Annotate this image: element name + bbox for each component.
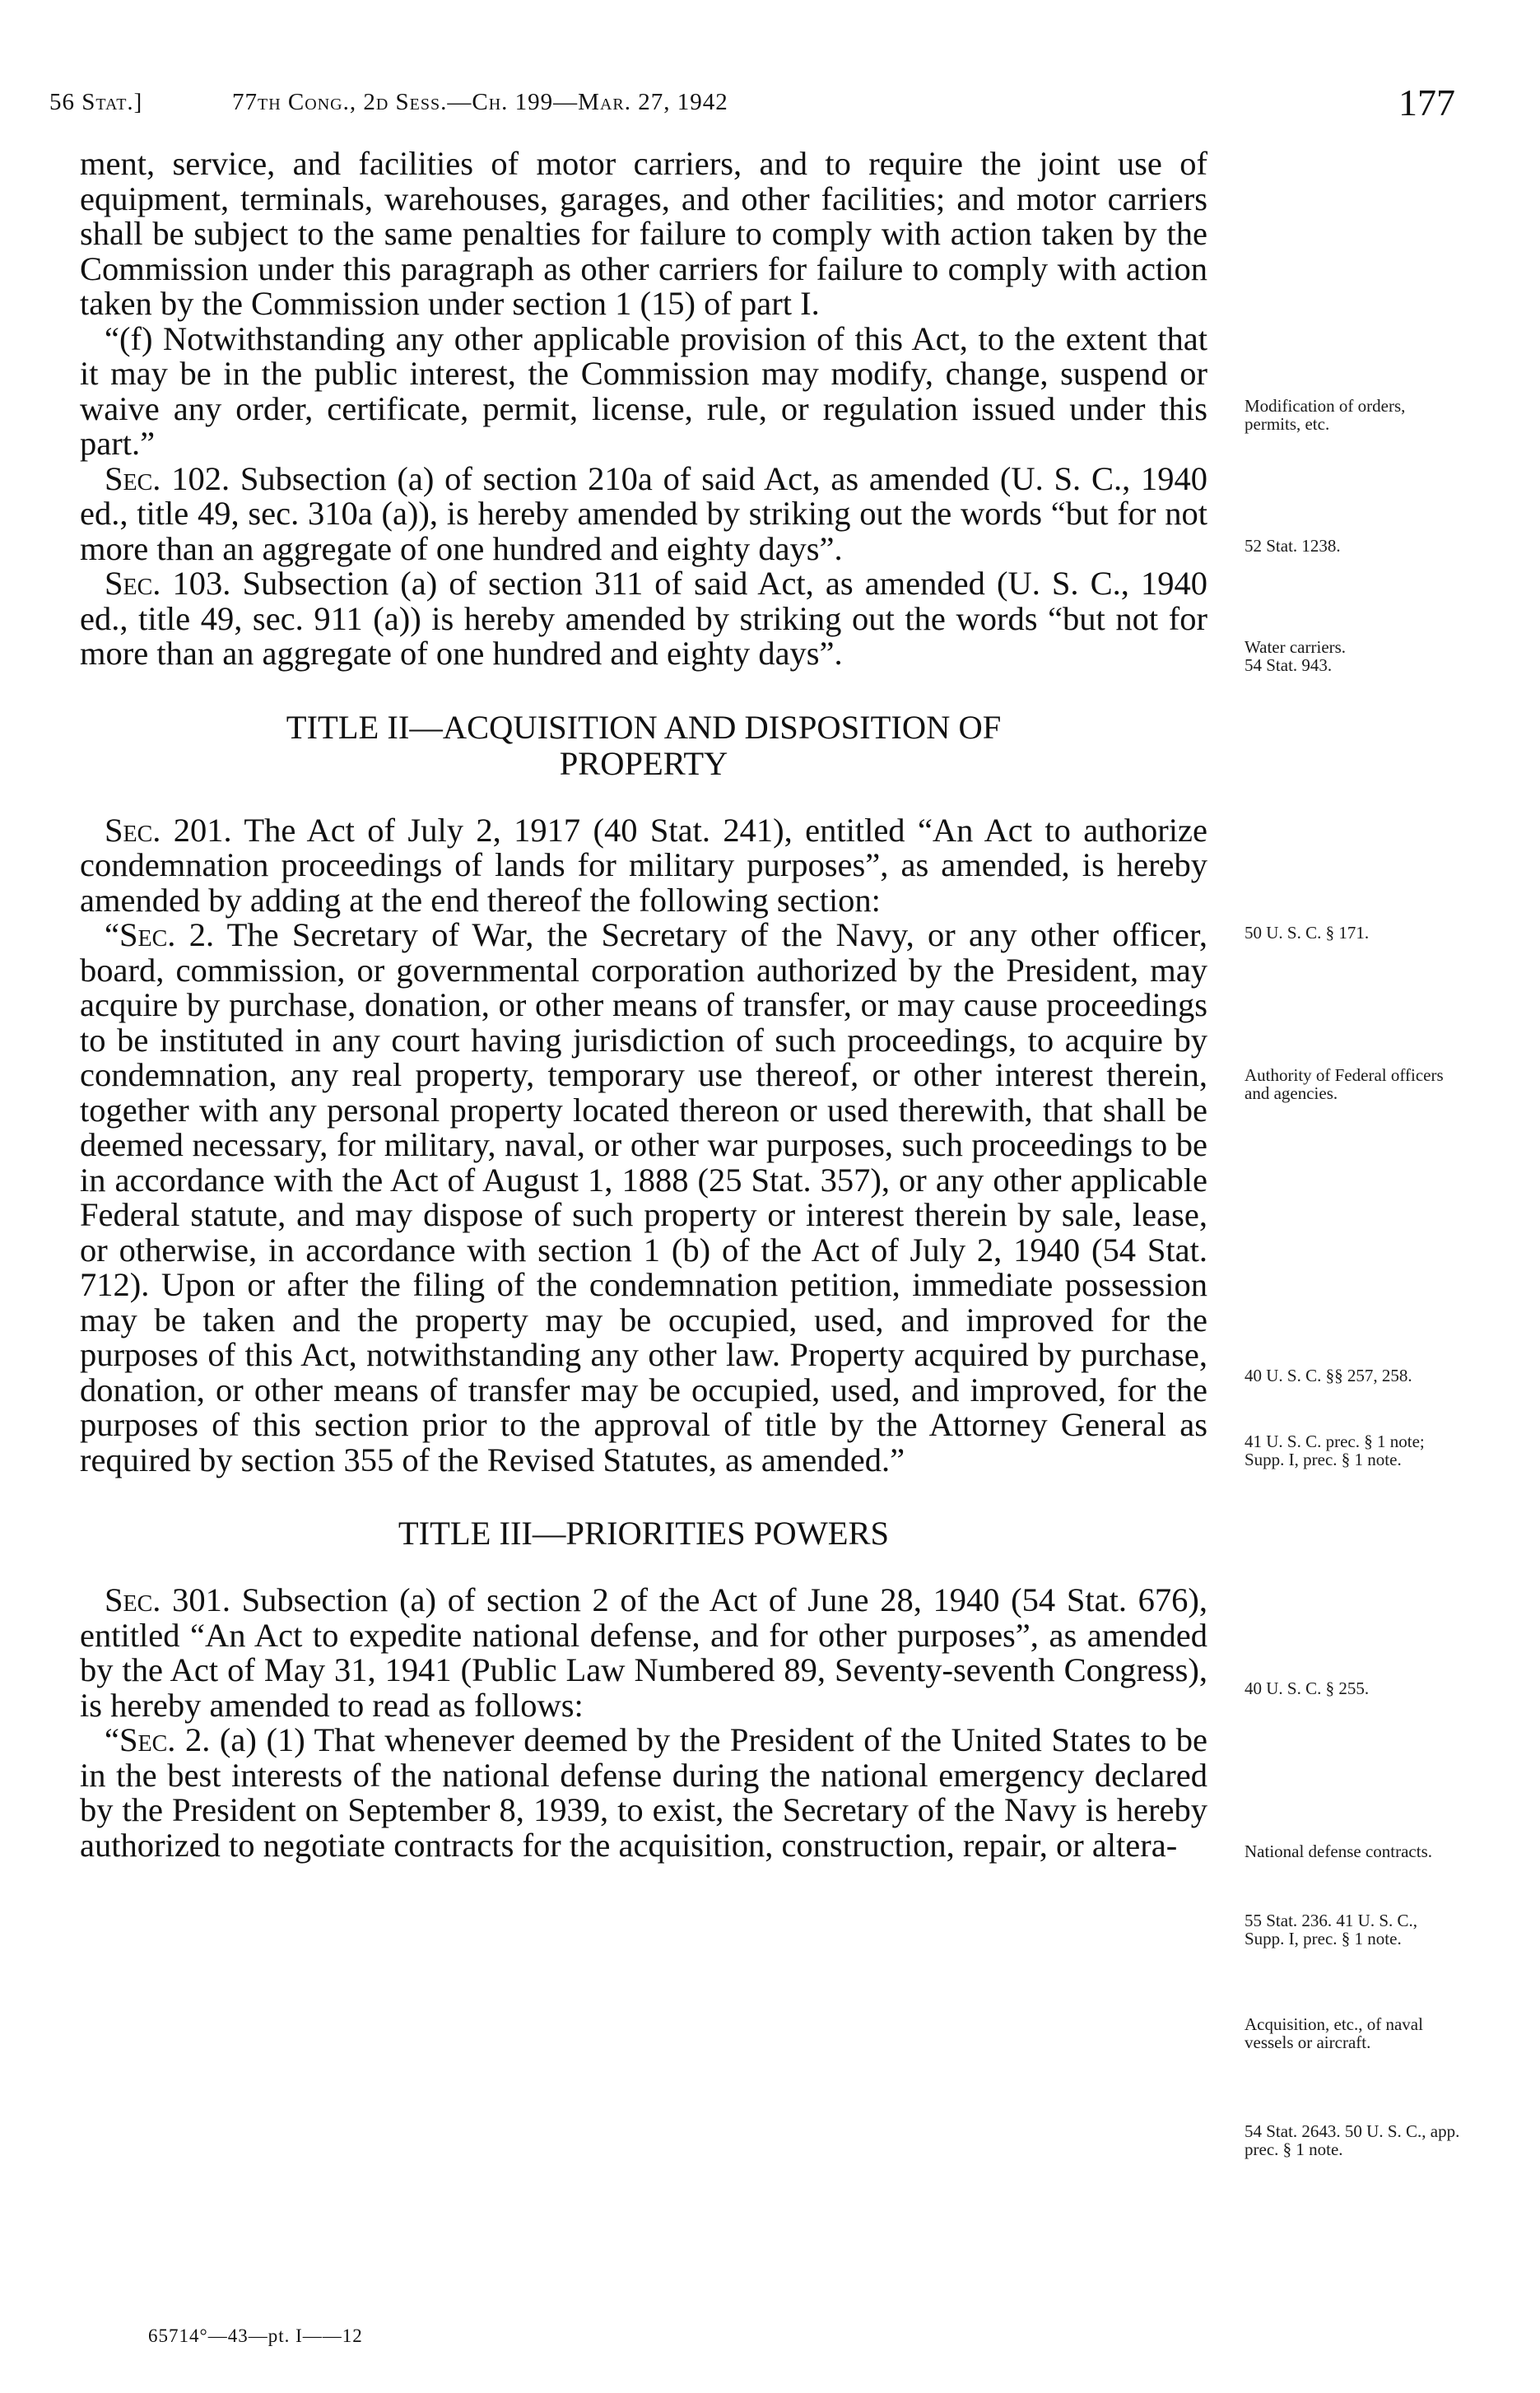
title-iii-heading: TITLE III—PRIORITIES POWERS (398, 1515, 890, 1552)
page-number: 177 (1398, 81, 1455, 123)
paragraph-sec-103 (80, 566, 1207, 672)
section-text: Subsection (a) of section 311 of said Act, as amended (U. S. C., 1940 ed., title 49, sec. 911 (a)) is hereby amended by striking out the words “but not for more than an aggregate of one hundred and eighty days”. (80, 565, 1207, 672)
session-chapter-date: 77th Cong., 2d Sess.—Ch. 199—Mar. 27, 1942 (232, 89, 728, 115)
paragraph-sec-201 (80, 813, 1207, 919)
section-text: The Act of July 2, 1917 (40 Stat. 241), entitled “An Act to authorize condemnation proceedings of lands for military purposes”, as amended, is hereby amended by adding at the end thereof the following section: (80, 811, 1207, 919)
margin-note-modification: Modification of orders, permits, etc. (1245, 396, 1406, 434)
paragraph-subsection-f: “(f) Notwithstanding any other applicable provision of this Act, to the extent that it may be in the public interest, the Commission may modify, change, suspend or waive any order, certificate, permit, license, rule, or regulation issued under this part.” (80, 319, 1207, 462)
margin-note-41-usc: 41 U. S. C. prec. § 1 note; Supp. I, prec. § 1 note. (1245, 1432, 1425, 1469)
margin-note-water-carriers-cite: 54 Stat. 943. (1245, 655, 1333, 675)
section-text: Subsection (a) of section 210a of said Act, as amended (U. S. C., 1940 ed., title 49, sec. 310a (a)), is hereby amended by striking out the words “but for not more than an aggregate of one hundred and eighty days”. (80, 459, 1207, 567)
title-ii-heading (80, 710, 1207, 782)
section-label: “Sec. 2. (105, 916, 215, 953)
paragraph-motor-carriers: ment, service, and facilities of motor carriers, and to require the joint use of equipment, terminals, warehouses, garages, and other facilities; and motor carriers shall be subject to the same penalties for failure to comply with action taken by the Commission under this paragraph as other carriers for failure to comply with action taken by the Commission under section 1 (15) of part I. (80, 145, 1207, 322)
title-ii-line-2: PROPERTY (559, 744, 728, 782)
section-label: Sec. 102. (105, 459, 230, 497)
margin-note-national-defense: National defense contracts. (1245, 1841, 1432, 1861)
section-text: Subsection (a) of section 2 of the Act of June 28, 1940 (54 Stat. 676), entitled “An Act to expedite national defense, and for other purposes”, as amended by the Act of May 31, 1941 (Public Law Numbered 89, Seventy-seventh Congress), is hereby amended to read as follows: (80, 1581, 1207, 1724)
section-label: Sec. 301. (105, 1581, 230, 1618)
margin-note-50-usc: 50 U. S. C. § 171. (1245, 923, 1370, 943)
margin-note-40-usc-255: 40 U. S. C. § 255. (1245, 1678, 1370, 1698)
statute-volume: 56 Stat.] (49, 89, 143, 115)
title-ii-line-1: TITLE II—ACQUISITION AND DISPOSITION OF (286, 708, 1002, 746)
section-label: Sec. 201. (105, 811, 232, 849)
section-text: (a) (1) That whenever deemed by the President of the United States to be in the best interests of the national defense during the national emergency declared by the President on September 8, 1939, to exist, the Secretary of the Navy is hereby authorized to negotiate contracts for the acquisition, construction, repair, or altera- (80, 1721, 1207, 1864)
section-label: Sec. 103. (105, 565, 231, 602)
paragraph-sec-2-war-navy (80, 918, 1207, 1478)
margin-note-40-usc-257: 40 U. S. C. §§ 257, 258. (1245, 1366, 1412, 1385)
paragraph-sec-301 (80, 1583, 1207, 1723)
paragraph-sec-2-navy-contracts (80, 1723, 1207, 1863)
margin-note-52-stat: 52 Stat. 1238. (1245, 536, 1341, 556)
body-text (80, 147, 1207, 1863)
margin-note-water-carriers (1245, 638, 1460, 674)
margin-note-naval-vessels: Acquisition, etc., of naval vessels or aircraft. (1245, 2014, 1423, 2052)
section-label: “Sec. 2. (105, 1721, 211, 1758)
running-head (49, 81, 1455, 130)
margin-note-55-stat: 55 Stat. 236. 41 U. S. C., Supp. I, prec. § 1 note. (1245, 1911, 1418, 1948)
paragraph-sec-102 (80, 459, 1207, 567)
margin-note-54-stat-2643: 54 Stat. 2643. 50 U. S. C., app. prec. § 1 note. (1245, 2121, 1460, 2159)
margin-note-authority: Authority of Federal officers and agencies. (1245, 1065, 1444, 1103)
margin-note-water-carriers-title: Water carriers. (1245, 637, 1347, 657)
print-code: 65714°—43—pt. I——12 (148, 2325, 363, 2346)
section-text: The Secretary of War, the Secretary of the Navy, or any other officer, board, commission, or governmental corporation authorized by the President, may acquire by purchase, donation, or other means of transfer, or may cause proceedings to be instituted in any court having jurisdiction of such proceedings, to acquire by condemnation, any real property, temporary use thereof, or other interest therein, together with any personal property located thereon or used therewith, that shall be deemed necessary, for military, naval, or other war purposes, such proceedings to be in accordance with the Act of August 1, 1888 (25 Stat. 357), or any other applicable Federal statute, and may dispose of such property or interest therein by sale, lease, or otherwise, in accordance with section 1 (b) of the Act of July 2, 1940 (54 Stat. 712). Upon or after the filing of the condemnation petition, immediate possession may be taken and the property may be occupied, used, and improved for the purposes of this Act, notwithstanding any other law. Property acquired by purchase, donation, or other means of transfer may be occupied, used, and improved, for the purposes of this section prior to the approval of title by the Attorney General as required by section 355 of the Revised Statutes, as amended.” (80, 916, 1208, 1478)
